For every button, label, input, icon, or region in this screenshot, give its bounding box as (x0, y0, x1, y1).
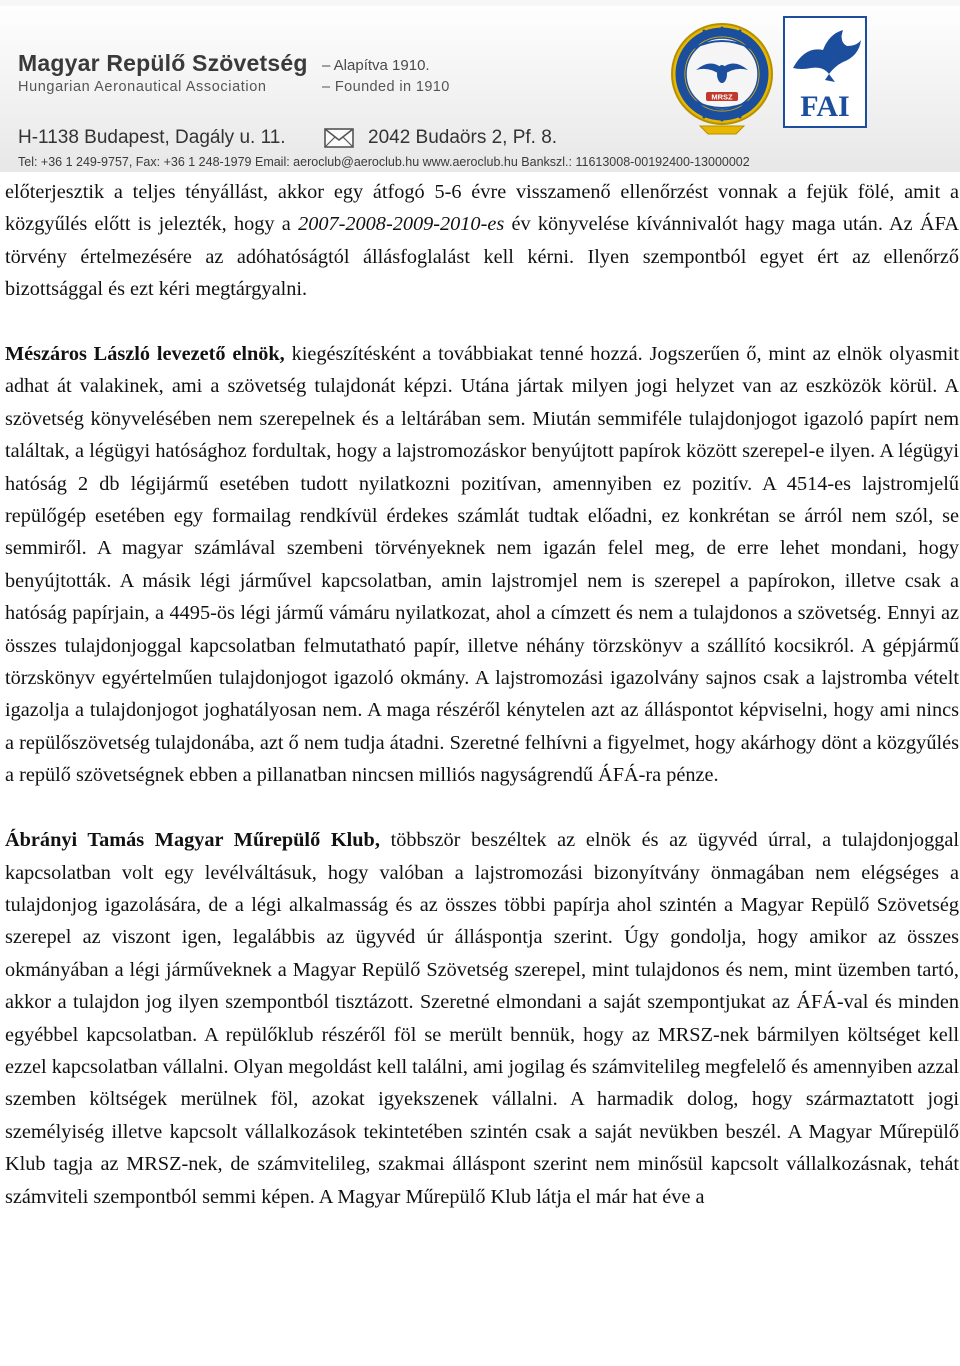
paragraph-3 (5, 824, 959, 1213)
paragraph-1 (5, 176, 959, 306)
paragraph-2 (5, 338, 959, 792)
paragraph-1-emphasis: 2007-2008-2009-2010-es (298, 213, 505, 236)
organization-name: Magyar Repülő Szövetség (18, 50, 308, 76)
paragraph-2-text: kiegészítésként a továbbiakat tenné hozzá. Jogszerűen ő, mint az elnök olyasmit adhat át valakinek, ami a szövetség tulajdonát képzi. Utána jártak milyen jogi helyzet van az eszközök körül. A szövetség könyvelésében nem szerepelnek és a leltárában sem. Miután semmiféle tulajdonjogot igazoló papírt nem találtak, a légügyi hatósághoz fordultak, hogy a lajstromozáskor benyújtott papírok között szerepel-e ilyen. A légügyi hatóság 2 db légijármű esetében tudott nyilatkozni pozitívan, amennyiben ez pozitív. A 4514-es lajstromjelű repülőgép esetében egy formailag rendkívül érdekes számlát tudtak előadni, ez konkrétan se árról nem szól, se semmiről. A magyar számlával szembeni törvényeknek nem igazán felel meg, de erre lehet mondani, hogy benyújtották. A másik légi járművel kapcsolatban, amin lajstromjel nem is szerepel a papírokon, illetve csak a hatóság papírjain, a 4495-ös légi jármű vámáru nyilatkozat, ahol a címzett és nem a tulajdonos a szövetség. Ennyi az összes tulajdonjoggal kapcsolatban felmutatható papír, illetve néhány törzskönyv a szállító kocsikról. A gépjármű törzskönyv egyértelműen tulajdonjogot igazoló okmány. A lajstromozási igazolvány sajnos csak a lajstromba vételt igazolja a tulajdonjogot joghatályosan nem. A maga részéről kénytelen azt az álláspontot képviselni, hogy ami nincs a repülőszövetség tulajdonába, azt ő nem tudja átadni. Szeretné felhívni a figyelmet, hogy akárhogy dönt a közgyűlés a repülő szövetségnek ebben a pillanatban nincsen milliós nagyságrendű ÁFÁ-ra pénze. (5, 343, 960, 787)
fai-logo-text: FAI (800, 90, 850, 123)
paragraph-2-speaker: Mészáros László levezető elnök, (5, 343, 285, 366)
envelope-icon (324, 128, 354, 148)
organization-founded-english: – Founded in 1910 (322, 79, 450, 95)
paragraph-3-text: többször beszéltek az elnök és az ügyvéd úrral, a tulajdonjoggal kapcsolatban volt egy levélváltásuk, hogy valóban a lajstromozási bizonyítvány önmagában nem elégséges a tulajdonjog igazolására, de a légi alkalmasság és az összes többi papírja ahol szintén a Magyar Repülő Szövetség szerepel az viszont igen, legalábbis az ügyvéd úr álláspontja szerint. Úgy gondolja, hogy amikor az összes okmányában a légi járműveknek a Magyar Repülő Szövetség szerepel, mint tulajdonos és nem, mint üzemben tartó, akkor a tulajdon jog ilyen szempontból tisztázott. Szeretné elmondani a saját szempontjukat az ÁFÁ-val és minden egyébbel kapcsolatban. A repülőklub részéről föl se merült bennük, hogy az MRSZ-nek bármilyen költséget kell ezzel kapcsolatban vállalni. Olyan megoldást kell találni, ami jogilag és számvitelileg megfelelő és amennyiben azzal szemben költségek merülnek föl, azokat igyekszenek vállalni. A harmadik dolog, hogy származtatott jogi személyiség illetve kapcsolt vállalkozások tekintetében szintén csak a saját nevükben beszél. A Magyar Műrepülő Klub tagja az MRSZ-nek, de számvitelileg, szakmai álláspont szerint nem minősül kapcsolt vállalkozásnak, tehát számviteli szempontból semmi képen. A Magyar Műrepülő Klub látja el már hat éve a (5, 829, 959, 1208)
paragraph-1-text-before: előterjesztik a teljes tényállást, akkor egy átfogó 5-6 évre visszamenő ellenőrzést vonnak a fejük fölé, amit a közgyűlés előtt is jelezték, hogy a (5, 181, 959, 236)
street-address: H-1138 Budapest, Dagály u. 11. (18, 127, 286, 148)
postal-address: 2042 Budaörs 2, Pf. 8. (368, 127, 558, 148)
mrsz-seal-text: MRSZ (711, 92, 733, 102)
contact-line: Tel: +36 1 249-9757, Fax: +36 1 248-1979 Email: aeroclub@aeroclub.hu www.aeroclub.hu Bankszl.: 11613008-00192400-13000002 (18, 155, 750, 169)
letterhead-top-strip (0, 0, 960, 6)
paragraph-1-text-after: év könyvelése kívánnivalót hagy maga után. Az ÁFA törvény értelmezésére az adóhatóságtól állásfoglalást kell kérni. Ilyen szempontból egyet ért az ellenőrző bizottsággal és ezt kéri megtárgyalni. (5, 213, 959, 301)
document-body (5, 176, 959, 1213)
mrsz-seal-logo (670, 18, 774, 136)
fai-logo (783, 16, 867, 128)
letterhead (0, 0, 960, 172)
organization-name-english: Hungarian Aeronautical Association (18, 79, 267, 95)
organization-founded: – Alapítva 1910. (322, 57, 430, 74)
paragraph-3-speaker: Ábrányi Tamás Magyar Műrepülő Klub, (5, 829, 380, 852)
